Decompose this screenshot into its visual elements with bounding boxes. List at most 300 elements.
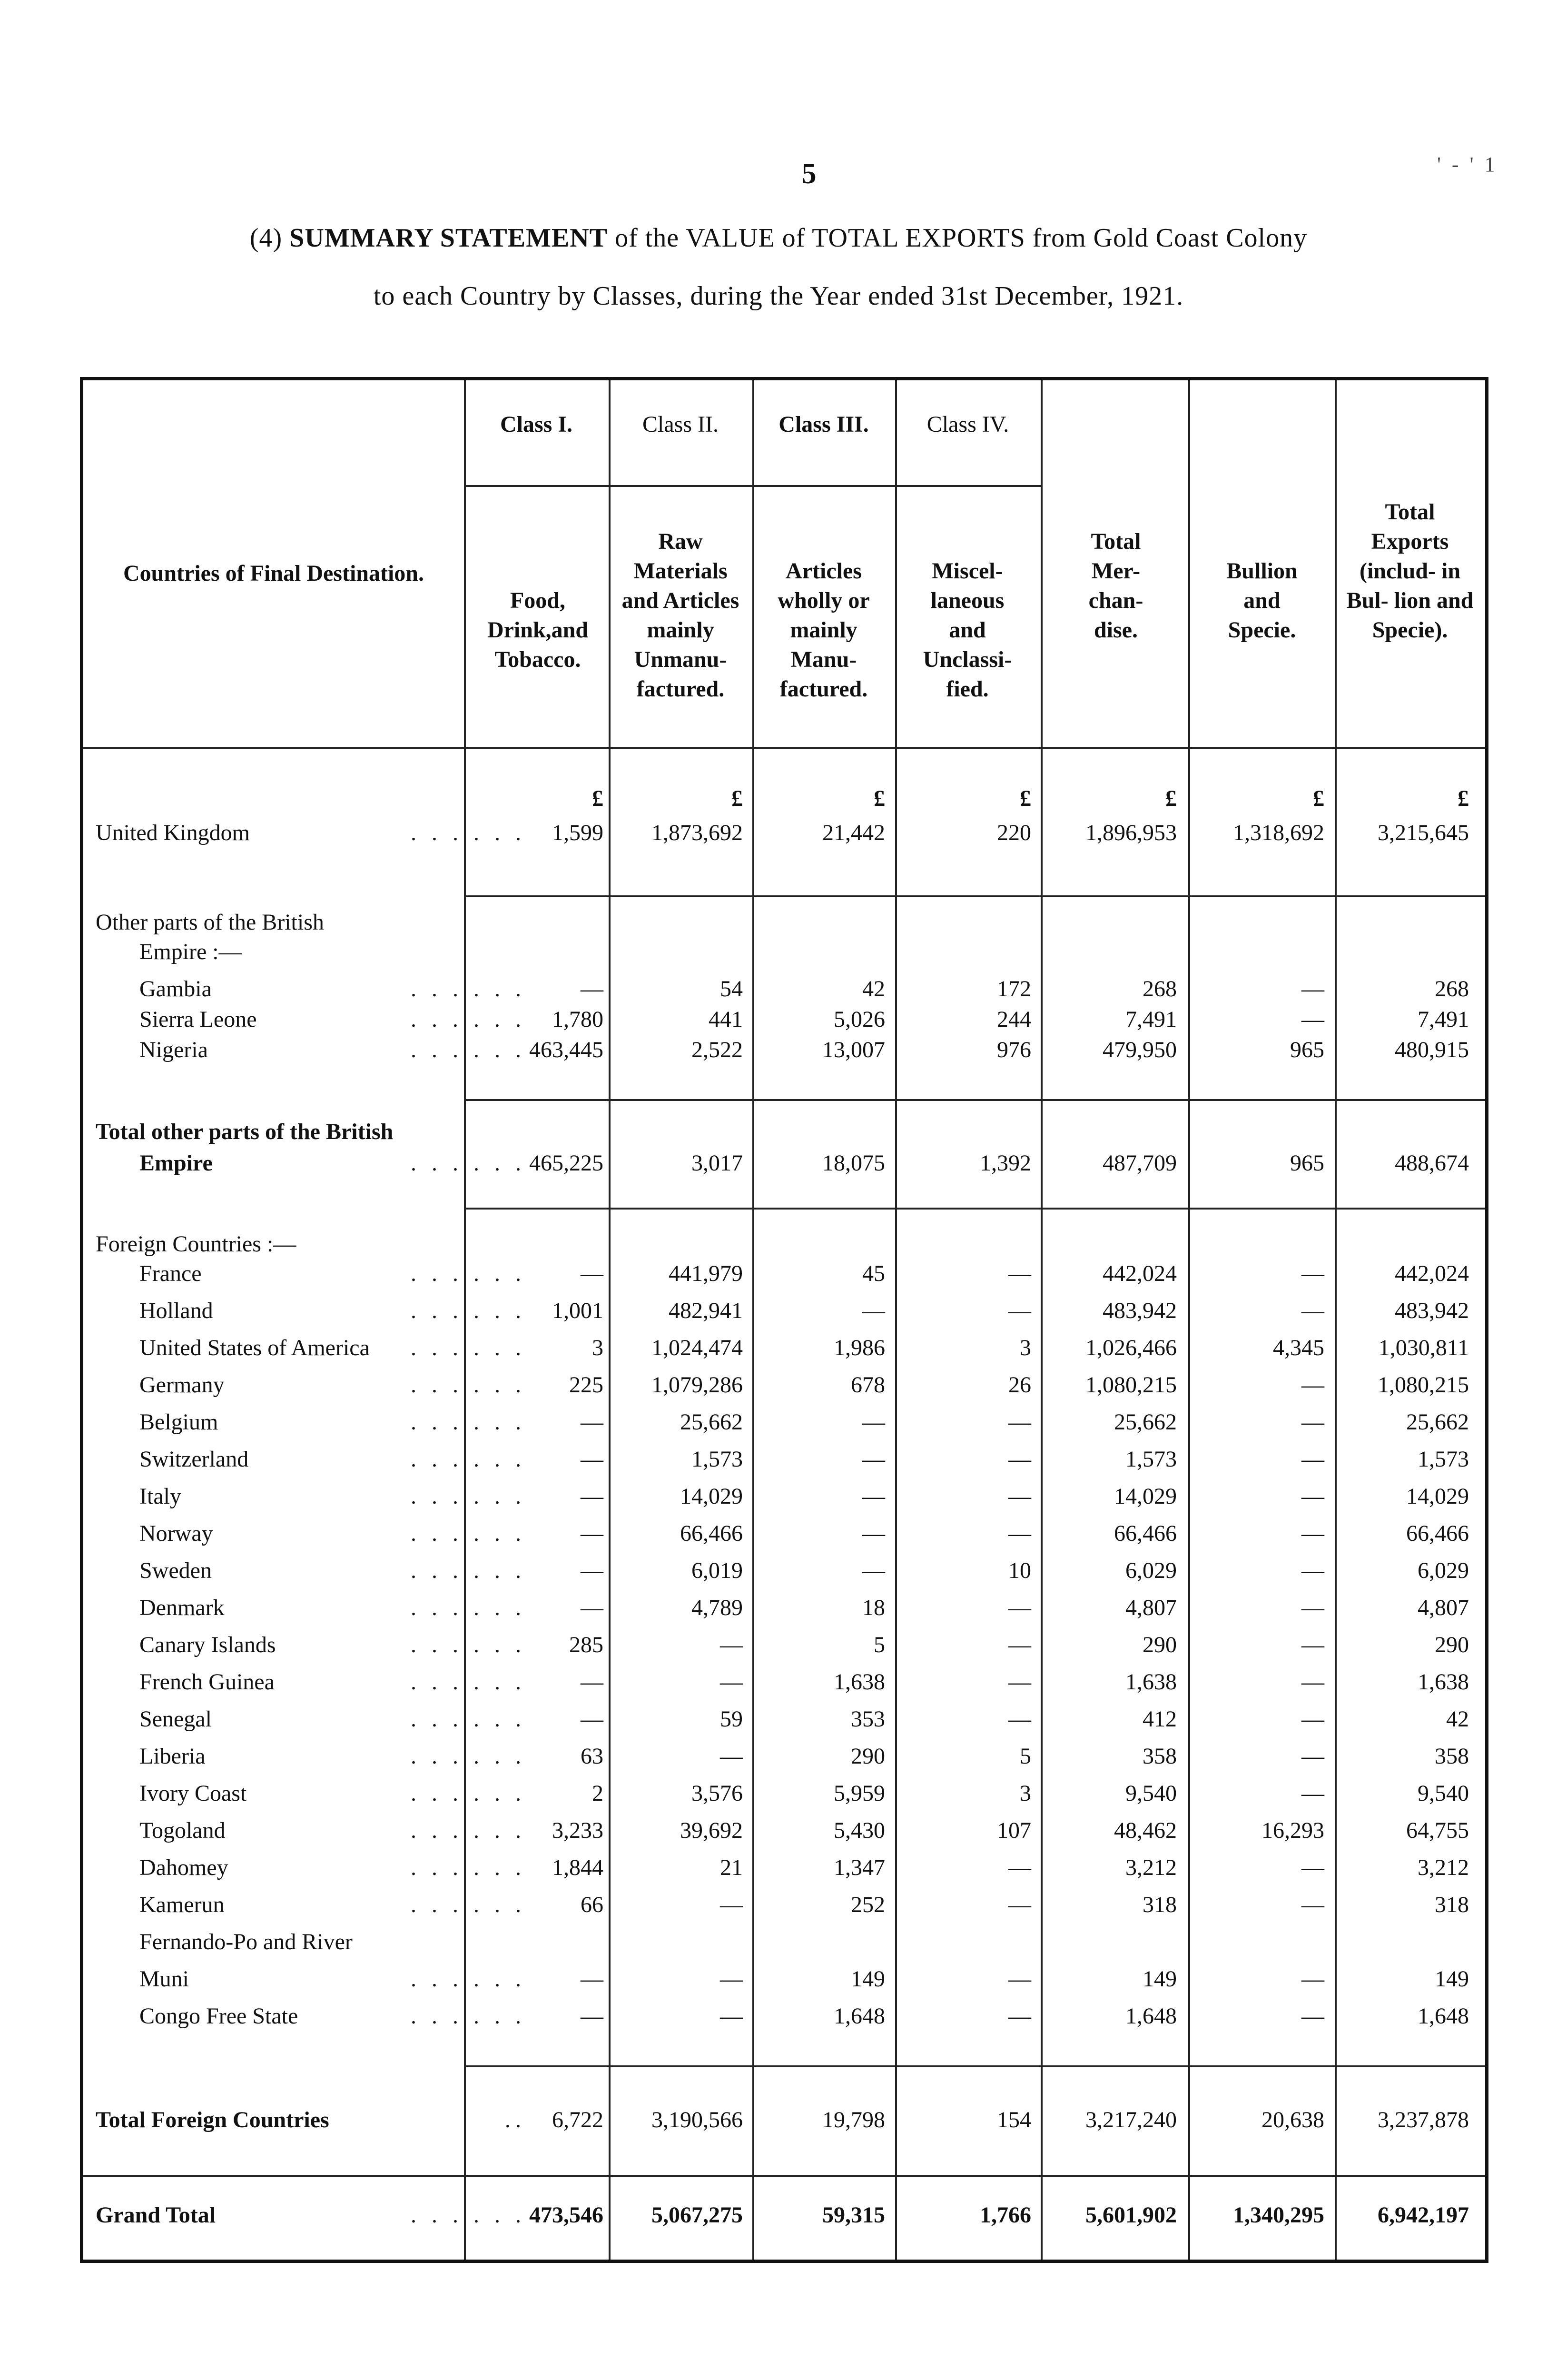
cell-value: 1,030,811 <box>1378 1335 1469 1360</box>
leader-dots: . . . . . . <box>411 1966 526 1992</box>
cell-value: 1,648 <box>1418 2003 1469 2029</box>
cell-value: 1,026,466 <box>1085 1335 1177 1360</box>
leader-dots: . . . . . . <box>411 1595 526 1620</box>
cell-value: — <box>720 2003 743 2029</box>
cell-value: 1,079,286 <box>651 1372 743 1398</box>
cell-value: 1,638 <box>834 1669 885 1695</box>
row-label: Empire <box>139 1150 213 1176</box>
table-row <box>83 1515 1485 1552</box>
cell-value: 1,844 <box>552 1855 603 1880</box>
cell-value: — <box>1008 1669 1031 1695</box>
cell-value: — <box>581 1558 603 1583</box>
cell-value: 353 <box>851 1706 885 1732</box>
cell-value: 5,959 <box>834 1781 885 1806</box>
cell-value: — <box>581 1595 603 1620</box>
cell-value: 1,573 <box>1418 1447 1469 1472</box>
cell-value: 7,491 <box>1125 1007 1177 1032</box>
cell-value: — <box>1008 1706 1031 1732</box>
row-label: Switzerland <box>139 1447 249 1472</box>
cell-value: 1,080,215 <box>1085 1372 1177 1398</box>
rule-before-grand-total <box>83 2175 1485 2177</box>
cell-value: 19,798 <box>822 2107 885 2132</box>
title-prefix: (4) <box>249 223 283 253</box>
cell-value: 48,462 <box>1114 1818 1177 1843</box>
cell-value: — <box>1301 1595 1324 1620</box>
table-row <box>83 814 1485 852</box>
cell-value: 1,340,295 <box>1233 2202 1324 2228</box>
cell-value: 64,755 <box>1406 1818 1469 1843</box>
leader-dots: .. <box>505 2107 526 2132</box>
cell-value: 66,466 <box>680 1521 743 1546</box>
rule-after-british <box>464 1099 1485 1101</box>
cell-value: — <box>581 2003 603 2029</box>
cell-value: 1,873,692 <box>651 820 743 845</box>
cell-value: 678 <box>851 1372 885 1398</box>
section-heading-text: Empire :— <box>139 939 242 964</box>
leader-dots: . . . . . . <box>411 1298 526 1323</box>
table-row <box>83 1998 1485 2035</box>
cell-value: 225 <box>569 1372 603 1398</box>
row-label: Dahomey <box>139 1855 228 1880</box>
leader-dots: . . . . . . <box>411 1372 526 1398</box>
cell-value: — <box>1008 1595 1031 1620</box>
cell-value: 149 <box>1435 1966 1469 1992</box>
cell-value: — <box>1301 2003 1324 2029</box>
cell-value: 487,709 <box>1103 1150 1177 1176</box>
cell-value: 1,638 <box>1418 1669 1469 1695</box>
cell-value: — <box>720 1632 743 1657</box>
cell-value: 4,807 <box>1418 1595 1469 1620</box>
cell-value: 465,225 <box>529 1150 603 1176</box>
table-row <box>83 1404 1485 1441</box>
stub-header: Countries of Final Destination. <box>123 561 424 586</box>
cell-value: — <box>1301 1632 1324 1657</box>
cell-value: 14,029 <box>1406 1484 1469 1509</box>
class-3-header: Class III. <box>778 412 869 437</box>
cell-value: 483,942 <box>1395 1298 1469 1323</box>
cell-value: — <box>1008 1632 1031 1657</box>
cell-value: 3 <box>1020 1781 1031 1806</box>
cell-value: 10 <box>1008 1558 1031 1583</box>
leader-dots: . . . . . . <box>411 1632 526 1657</box>
cell-value: — <box>1008 2003 1031 2029</box>
rule-header-bottom <box>83 747 1485 749</box>
table-row-continued <box>83 1924 1485 1961</box>
cell-value: 20,638 <box>1261 2107 1324 2132</box>
rule-after-total-british <box>464 1208 1485 1210</box>
rule-class-header <box>464 485 1041 487</box>
cell-value: 3,017 <box>691 1150 743 1176</box>
cell-value: 5 <box>874 1632 885 1657</box>
cell-value: — <box>1301 1669 1324 1695</box>
row-label: Holland <box>139 1298 213 1323</box>
section-heading-text: Other parts of the British <box>96 910 324 935</box>
cell-value: 5,430 <box>834 1818 885 1843</box>
row-label: Sierra Leone <box>139 1007 257 1032</box>
cell-value: 3,212 <box>1418 1855 1469 1880</box>
pound-sign: £ <box>1313 786 1324 811</box>
table-row <box>83 1812 1485 1849</box>
cell-value: 26 <box>1008 1372 1031 1398</box>
watermark <box>1142 2378 1557 2380</box>
cell-value: 976 <box>997 1037 1031 1062</box>
cell-value: 16,293 <box>1261 1818 1324 1843</box>
cell-value: 3,215,645 <box>1378 820 1469 845</box>
cell-value: — <box>1008 1855 1031 1880</box>
total-row <box>83 1145 1485 1182</box>
cell-value: — <box>581 1261 603 1286</box>
cell-value: — <box>862 1558 885 1583</box>
row-label: Liberia <box>139 1744 206 1769</box>
corner-mark: ' - ' 1 <box>1437 153 1498 176</box>
cell-value: 473,546 <box>529 2202 603 2228</box>
row-label: Fernando-Po and River <box>139 1929 353 1954</box>
cell-value: 4,345 <box>1273 1335 1324 1360</box>
leader-dots: . . . . . . <box>411 1521 526 1546</box>
cell-value: 1,986 <box>834 1335 885 1360</box>
cell-value: — <box>1301 1706 1324 1732</box>
cell-value: — <box>1301 1007 1324 1032</box>
cell-value: 63 <box>581 1744 603 1769</box>
cell-value: 3,233 <box>552 1818 603 1843</box>
row-label: Total other parts of the British <box>96 1119 394 1144</box>
cell-value: — <box>1301 1855 1324 1880</box>
cell-value: — <box>581 1669 603 1695</box>
cell-value: 54 <box>720 976 743 1002</box>
table-row <box>83 1292 1485 1329</box>
cell-value: 318 <box>1435 1892 1469 1917</box>
table-row <box>83 1478 1485 1515</box>
class-2-header: Class II. <box>642 412 719 437</box>
pound-sign: £ <box>1165 786 1177 811</box>
leader-dots: . . . . . . <box>411 1669 526 1695</box>
col-header-raw: Raw Materials and Articles mainly Unmanu- factured. <box>621 529 739 702</box>
table-row <box>83 1961 1485 1998</box>
cell-value: 3,217,240 <box>1085 2107 1177 2132</box>
cell-value: 42 <box>1446 1706 1469 1732</box>
cell-value: — <box>1301 1966 1324 1992</box>
leader-dots: . . . . . . <box>411 976 526 1002</box>
cell-value: — <box>1301 1298 1324 1323</box>
cell-value: 39,692 <box>680 1818 743 1843</box>
table-row <box>83 1738 1485 1775</box>
cell-value: — <box>1008 1484 1031 1509</box>
cell-value: 21,442 <box>822 820 885 845</box>
section-heading <box>83 933 1485 971</box>
cell-value: 1,318,692 <box>1233 820 1324 845</box>
table-row <box>83 1255 1485 1292</box>
cell-value: 25,662 <box>680 1409 743 1435</box>
col-header-bullion: Bullion and Specie. <box>1226 558 1298 643</box>
cell-value: — <box>1008 1409 1031 1435</box>
leader-dots: . . . . . . <box>411 1037 526 1062</box>
section-heading-text: Foreign Countries :— <box>96 1231 296 1257</box>
pound-sign: £ <box>874 786 885 811</box>
row-label: Gambia <box>139 976 212 1002</box>
cell-value: — <box>1301 1447 1324 1472</box>
pound-sign: £ <box>731 786 743 811</box>
cell-value: 6,722 <box>552 2107 603 2132</box>
leader-dots: . . . . . . <box>411 2003 526 2029</box>
cell-value: 290 <box>851 1744 885 1769</box>
row-label: Germany <box>139 1372 225 1398</box>
cell-value: 1,001 <box>552 1298 603 1323</box>
cell-value: 1,392 <box>980 1150 1031 1176</box>
cell-value: 7,491 <box>1418 1007 1469 1032</box>
cell-value: 18,075 <box>822 1150 885 1176</box>
cell-value: 290 <box>1143 1632 1177 1657</box>
leader-dots: . . . . . . <box>411 1744 526 1769</box>
cell-value: — <box>581 1706 603 1732</box>
cell-value: — <box>1301 1558 1324 1583</box>
row-label: Canary Islands <box>139 1632 276 1657</box>
pound-sign: £ <box>1458 786 1469 811</box>
leader-dots: . . . . . . <box>411 820 526 845</box>
table-row <box>83 1849 1485 1886</box>
cell-value: 5 <box>1020 1744 1031 1769</box>
leader-dots: . . . . . . <box>411 1150 526 1176</box>
row-label: Denmark <box>139 1595 225 1620</box>
page-number: 5 <box>801 158 817 190</box>
cell-value: 59,315 <box>822 2202 885 2228</box>
cell-value: 2,522 <box>691 1037 743 1062</box>
row-label: Norway <box>139 1521 213 1546</box>
cell-value: — <box>1008 1298 1031 1323</box>
pound-sign: £ <box>1020 786 1031 811</box>
cell-value: 1,766 <box>980 2202 1031 2228</box>
cell-value: — <box>862 1521 885 1546</box>
cell-value: — <box>581 1966 603 1992</box>
cell-value: 6,019 <box>691 1558 743 1583</box>
table-row <box>83 1329 1485 1367</box>
table-row <box>83 1031 1485 1069</box>
exports-table <box>80 377 1488 2263</box>
cell-value: — <box>720 1669 743 1695</box>
cell-value: 1,638 <box>1125 1669 1177 1695</box>
leader-dots: . . . . . . <box>411 1409 526 1435</box>
cell-value: 3 <box>1020 1335 1031 1360</box>
cell-value: 268 <box>1435 976 1469 1002</box>
cell-value: 1,573 <box>1125 1447 1177 1472</box>
table-row <box>83 1775 1485 1812</box>
cell-value: 285 <box>569 1632 603 1657</box>
cell-value: — <box>581 1484 603 1509</box>
col-header-misc: Miscel- laneous and Unclassi- fied. <box>923 558 1012 702</box>
cell-value: 154 <box>997 2107 1031 2132</box>
table-row <box>83 1552 1485 1589</box>
cell-value: 25,662 <box>1406 1409 1469 1435</box>
row-label: Ivory Coast <box>139 1781 247 1806</box>
cell-value: — <box>1008 1261 1031 1286</box>
row-label: Grand Total <box>96 2202 216 2228</box>
cell-value: — <box>581 1447 603 1472</box>
cell-value: 2 <box>592 1781 603 1806</box>
cell-value: — <box>862 1484 885 1509</box>
cell-value: 149 <box>851 1966 885 1992</box>
cell-value: — <box>1301 1484 1324 1509</box>
row-label: Nigeria <box>139 1037 208 1062</box>
title-line-1 <box>0 223 1557 253</box>
leader-dots: . . . . . . <box>411 1781 526 1806</box>
row-label: United States of America <box>139 1335 370 1360</box>
rule-after-uk <box>464 895 1485 897</box>
cell-value: 21 <box>720 1855 743 1880</box>
cell-value: 3 <box>592 1335 603 1360</box>
cell-value: — <box>1301 1409 1324 1435</box>
cell-value: 1,648 <box>834 2003 885 2029</box>
table-row <box>83 1589 1485 1626</box>
cell-value: — <box>1008 1447 1031 1472</box>
row-label: Sweden <box>139 1558 212 1583</box>
title-rest: of the VALUE of TOTAL EXPORTS from Gold Coast Colony <box>615 223 1308 253</box>
cell-value: 3,212 <box>1125 1855 1177 1880</box>
col-header-total-merchandise: Total Mer- chan- dise. <box>1088 529 1143 643</box>
leader-dots: . . . . . . <box>411 1484 526 1509</box>
cell-value: 290 <box>1435 1632 1469 1657</box>
cell-value: 5,601,902 <box>1085 2202 1177 2228</box>
cell-value: 1,896,953 <box>1085 820 1177 845</box>
leader-dots: . . . . . . <box>411 1818 526 1843</box>
row-label: French Guinea <box>139 1669 275 1695</box>
cell-value: 18 <box>862 1595 885 1620</box>
cell-value: 220 <box>997 820 1031 845</box>
cell-value: 172 <box>997 976 1031 1002</box>
cell-value: 358 <box>1435 1744 1469 1769</box>
cell-value: 441 <box>709 1007 743 1032</box>
cell-value: — <box>1301 1781 1324 1806</box>
cell-value: 358 <box>1143 1744 1177 1769</box>
cell-value: — <box>720 1966 743 1992</box>
cell-value: — <box>1301 1521 1324 1546</box>
cell-value: 1,648 <box>1125 2003 1177 2029</box>
cell-value: 442,024 <box>1103 1261 1177 1286</box>
pound-sign: £ <box>592 786 603 811</box>
cell-value: 1,024,474 <box>651 1335 743 1360</box>
table-row <box>83 1441 1485 1478</box>
leader-dots: . . . . . . <box>411 1558 526 1583</box>
row-label: Togoland <box>139 1818 226 1843</box>
cell-value: 59 <box>720 1706 743 1732</box>
cell-value: — <box>581 976 603 1002</box>
leader-dots: . . . . . . <box>411 1261 526 1286</box>
cell-value: — <box>862 1447 885 1472</box>
cell-value: — <box>581 1409 603 1435</box>
cell-value: 9,540 <box>1418 1781 1469 1806</box>
currency-row <box>83 780 1485 817</box>
cell-value: — <box>1301 976 1324 1002</box>
cell-value: 42 <box>862 976 885 1002</box>
table-row <box>83 1626 1485 1664</box>
row-label: Congo Free State <box>139 2003 298 2029</box>
cell-value: — <box>720 1892 743 1917</box>
cell-value: — <box>1008 1521 1031 1546</box>
cell-value: 14,029 <box>1114 1484 1177 1509</box>
cell-value: — <box>1301 1261 1324 1286</box>
row-label: Total Foreign Countries <box>96 2107 329 2132</box>
cell-value: 66,466 <box>1114 1521 1177 1546</box>
leader-dots: . . . . . . <box>411 1706 526 1732</box>
cell-value: 483,942 <box>1103 1298 1177 1323</box>
cell-value: 4,807 <box>1125 1595 1177 1620</box>
cell-value: 1,599 <box>552 820 603 845</box>
leader-dots: . . . . . . <box>411 1447 526 1472</box>
cell-value: 25,662 <box>1114 1409 1177 1435</box>
cell-value: — <box>1301 1372 1324 1398</box>
cell-value: 5,026 <box>834 1007 885 1032</box>
leader-dots: . . . . . . <box>411 1007 526 1032</box>
cell-value: 318 <box>1143 1892 1177 1917</box>
cell-value: 6,029 <box>1418 1558 1469 1583</box>
cell-value: 3,190,566 <box>651 2107 743 2132</box>
cell-value: — <box>1301 1892 1324 1917</box>
col-header-total-exports: Total Exports (includ- in Bul- lion and Specie). <box>1346 499 1474 643</box>
cell-value: 1,080,215 <box>1378 1372 1469 1398</box>
cell-value: 13,007 <box>822 1037 885 1062</box>
row-label: Senegal <box>139 1706 212 1732</box>
rule-after-foreign <box>464 2065 1485 2067</box>
table-row <box>83 1701 1485 1738</box>
cell-value: 107 <box>997 1818 1031 1843</box>
cell-value: — <box>862 1409 885 1435</box>
cell-value: 480,915 <box>1395 1037 1469 1062</box>
row-label: Kamerun <box>139 1892 225 1917</box>
cell-value: 6,029 <box>1125 1558 1177 1583</box>
leader-dots: . . . . . . <box>411 1335 526 1360</box>
cell-value: 442,024 <box>1395 1261 1469 1286</box>
cell-value: 6,942,197 <box>1378 2202 1469 2228</box>
cell-value: 3,237,878 <box>1378 2107 1469 2132</box>
row-label: Belgium <box>139 1409 218 1435</box>
col-header-food: Food, Drink,and Tobacco. <box>487 588 589 672</box>
cell-value: 4,789 <box>691 1595 743 1620</box>
cell-value: — <box>1008 1892 1031 1917</box>
cell-value: 5,067,275 <box>651 2202 743 2228</box>
cell-value: — <box>1301 1744 1324 1769</box>
cell-value: 149 <box>1143 1966 1177 1992</box>
grand-total-row <box>83 2197 1485 2234</box>
table-row <box>83 1367 1485 1404</box>
cell-value: 482,941 <box>669 1298 743 1323</box>
row-label: United Kingdom <box>96 820 250 845</box>
leader-dots: . . . . . . <box>411 1892 526 1917</box>
cell-value: — <box>720 1744 743 1769</box>
cell-value: 45 <box>862 1261 885 1286</box>
cell-value: — <box>862 1298 885 1323</box>
cell-value: 965 <box>1290 1150 1324 1176</box>
col-header-manufactured: Articles wholly or mainly Manu- factured. <box>778 558 870 702</box>
cell-value: 14,029 <box>680 1484 743 1509</box>
class-4-header: Class IV. <box>926 412 1009 437</box>
leader-dots: . . . . . . <box>411 1855 526 1880</box>
cell-value: 965 <box>1290 1037 1324 1062</box>
cell-value: 479,950 <box>1103 1037 1177 1062</box>
row-label: Italy <box>139 1484 181 1509</box>
cell-value: 9,540 <box>1125 1781 1177 1806</box>
title-bold: SUMMARY STATEMENT <box>289 223 608 253</box>
cell-value: 66,466 <box>1406 1521 1469 1546</box>
cell-value: 268 <box>1143 976 1177 1002</box>
cell-value: 463,445 <box>529 1037 603 1062</box>
total-row <box>83 2102 1485 2139</box>
row-label: Muni <box>139 1966 189 1992</box>
table-row <box>83 1664 1485 1701</box>
leader-dots: . . . . . . <box>411 2202 526 2228</box>
cell-value: 244 <box>997 1007 1031 1032</box>
cell-value: — <box>581 1521 603 1546</box>
cell-value: — <box>1008 1966 1031 1992</box>
cell-value: 1,347 <box>834 1855 885 1880</box>
cell-value: 488,674 <box>1395 1150 1469 1176</box>
